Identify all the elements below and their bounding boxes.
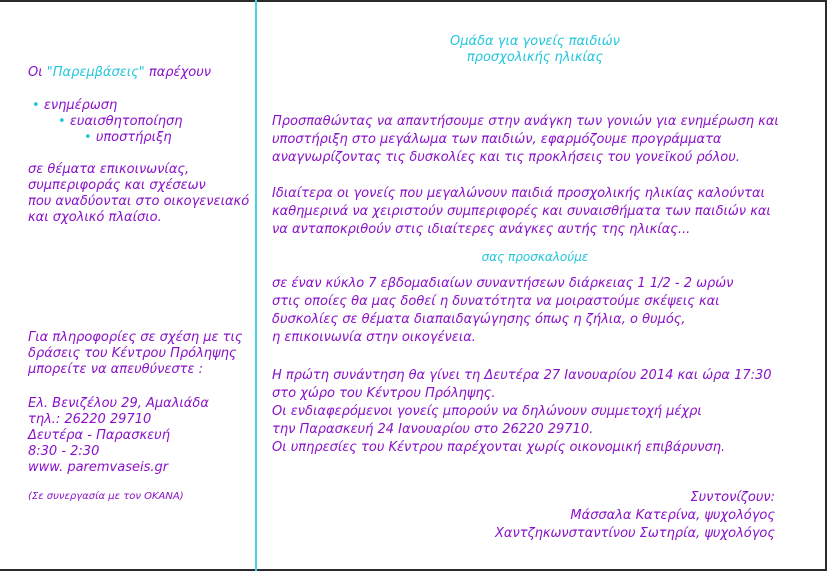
bullet-dot-icon: • <box>58 114 66 129</box>
coordinator-name: Μάσσαλα Κατερίνα, ψυχολόγος <box>570 508 775 523</box>
intro-lead: Οι <box>28 65 47 80</box>
paragraph-line: σε έναν κύκλο 7 εβδομαδιαίων συναντήσεων διάρκειας 1 1/2 - 2 ωρών <box>272 276 734 291</box>
partnership-note: (Σε συνεργασία με τον ΟΚΑΝΑ) <box>28 491 184 502</box>
paragraph-line: Η πρώτη συνάντηση θα γίνει τη Δευτέρα 27 Ιανουαρίου 2014 και ώρα 17:30 <box>272 368 772 383</box>
info-line: μπορείτε να απευθύνεστε : <box>28 362 203 377</box>
topics-line: συμπεριφοράς και σχέσεων <box>28 178 206 193</box>
coordinators-heading: Συντονίζουν: <box>690 490 775 505</box>
bullet-text: ενημέρωση <box>43 98 118 113</box>
bullet-item <box>84 129 172 147</box>
info-line: δράσεις του Κέντρου Πρόληψης <box>28 346 237 361</box>
fold-line <box>255 0 257 571</box>
intro-line <box>28 64 211 82</box>
paragraph-line: Οι υπηρεσίες του Κέντρου παρέχονται χωρίς οικονομική επιβάρυνση. <box>272 440 726 455</box>
paragraph-line: Ιδιαίτερα οι γονείς που μεγαλώνουν παιδιά προσχολικής ηλικίας καλούνται <box>272 186 765 201</box>
contact-hours: 8:30 - 2:30 <box>28 444 100 459</box>
paragraph-line: υποστήριξη στο μεγάλωμα των παιδιών, εφαρμόζουμε προγράμματα <box>272 132 722 147</box>
paragraph-line: στις οποίες θα μας δοθεί η δυνατότητα να μοιραστούμε σκέψεις και <box>272 294 720 309</box>
info-line: Για πληροφορίες σε σχέση με τις <box>28 330 243 345</box>
paragraph-line: στο χώρο του Κέντρου Πρόληψης. <box>272 386 496 401</box>
paragraph-line: Οι ενδιαφερόμενοι γονείς μπορούν να δηλώνουν συμμετοχή μέχρι <box>272 404 702 419</box>
paragraph-line: Προσπαθώντας να απαντήσουμε στην ανάγκη των γονιών για ενημέρωση και <box>272 114 779 129</box>
bullet-text: υποστήριξη <box>95 130 172 145</box>
topics-line: που αναδύονται στο οικογενειακό <box>28 194 250 209</box>
title-line: προσχολικής ηλικίας <box>466 50 604 65</box>
bullet-dot-icon: • <box>84 130 92 145</box>
paragraph-line: δυσκολίες σε θέματα διαπαιδαγώγησης όπως η ζήλια, ο θυμός, <box>272 312 686 327</box>
intro-tail: παρέχουν <box>144 65 212 80</box>
contact-days: Δευτέρα - Παρασκευή <box>28 428 170 443</box>
contact-phone: τηλ.: 26220 29710 <box>28 412 152 427</box>
frame-top-border <box>0 0 827 2</box>
paragraph-line: να ανταποκριθούν στις ιδιαίτερες ανάγκες αυτής της ηλικίας... <box>272 222 691 237</box>
title-line: Ομάδα για γονείς παιδιών <box>450 34 620 49</box>
bullet-text: ευαισθητοποίηση <box>69 114 183 129</box>
coordinator-name: Χαντζηκωνσταντίνου Σωτηρία, ψυχολόγος <box>495 526 775 541</box>
organization-name: "Παρεμβάσεις" <box>46 65 145 80</box>
paragraph-line: καθημερινά να χειριστούν συμπεριφορές και συναισθήματα των παιδιών και <box>272 204 771 219</box>
contact-address: Ελ. Βενιζέλου 29, Αμαλιάδα <box>28 396 209 411</box>
paragraph-line: αναγνωρίζοντας τις δυσκολίες και τις προκλήσεις του γονεϊκού ρόλου. <box>272 150 740 165</box>
invitation-heading: σας προσκαλούμε <box>481 250 589 264</box>
bullet-dot-icon: • <box>32 98 40 113</box>
topics-line: σε θέματα επικοινωνίας, <box>28 162 190 177</box>
paragraph-line: την Παρασκευή 24 Ιανουαρίου στο 26220 29710. <box>272 422 594 437</box>
topics-line: και σχολικό πλαίσιο. <box>28 210 162 225</box>
contact-website: www. paremvaseis.gr <box>28 460 169 475</box>
paragraph-line: η επικοινωνία στην οικογένεια. <box>272 330 476 345</box>
